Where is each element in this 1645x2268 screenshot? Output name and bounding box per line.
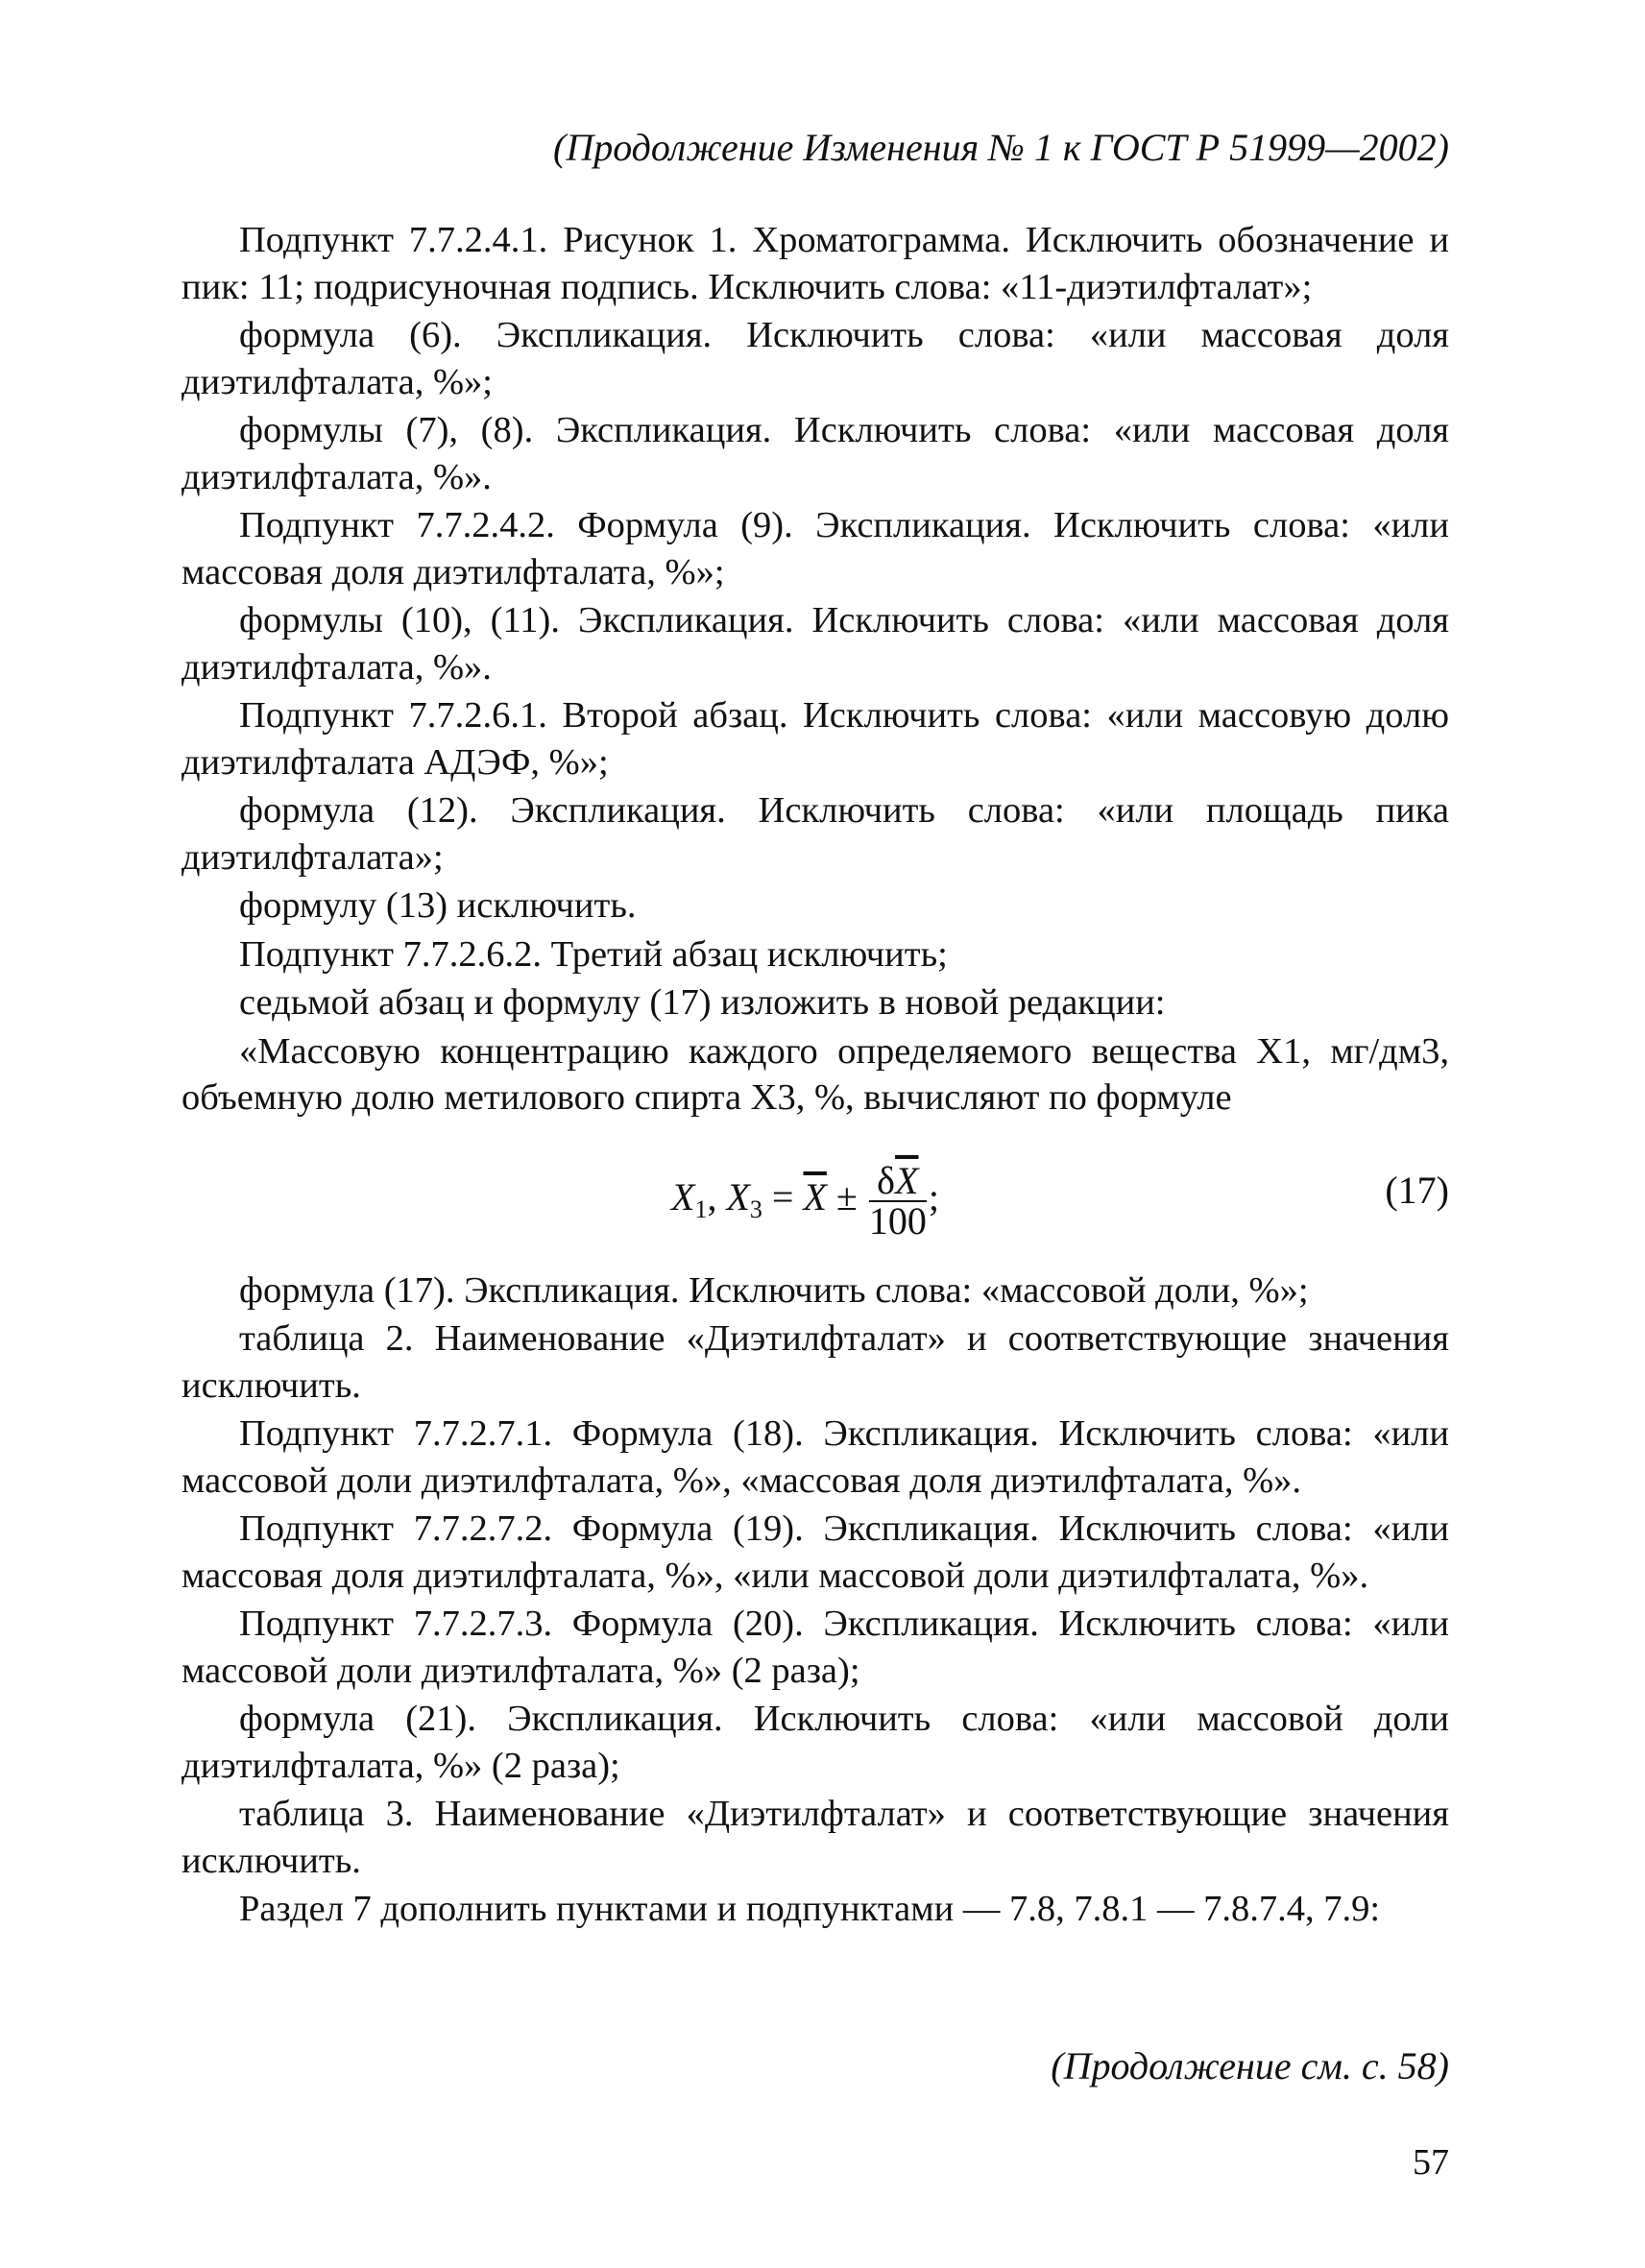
fraction-denominator: 100	[868, 1198, 927, 1243]
numerator-delta: δ	[877, 1158, 896, 1202]
paragraph: седьмой абзац и формулу (17) изложить в новой редакции:	[239, 982, 1166, 1023]
numerator-mean: $\overline{X}$	[895, 1158, 919, 1202]
paragraph: Подпункт 7.7.2.7.3. Формула (20). Экспликация. Исключить слова: «или массовой доли диэтилфталата, %» (2 раза);	[181, 1604, 1449, 1691]
paragraph: формула (12). Экспликация. Исключить слова: «или площадь пика диэтилфталата»;	[181, 790, 1449, 878]
paragraph: таблица 2. Наименование «Диэтилфталат» и соответствующие значения исключить.	[181, 1318, 1449, 1406]
document-page	[181, 0, 1449, 2268]
equation-number: (17)	[1385, 1168, 1449, 1212]
formula-sub-1: 1	[694, 1194, 708, 1223]
continuation-note: (Продолжение см. с. 58)	[1051, 2044, 1449, 2087]
paragraph: Подпункт 7.7.2.6.1. Второй абзац. Исключить слова: «или массовую долю диэтилфталата АДЭФ, %»;	[181, 695, 1449, 783]
paragraph: формула (6). Экспликация. Исключить слова: «или массовая доля диэтилфталата, %»;	[181, 315, 1449, 402]
paragraph: Раздел 7 дополнить пунктами и подпунктами — 7.8, 7.8.1 — 7.8.7.4, 7.9:	[239, 1889, 1381, 1929]
formula-var-x3: X	[726, 1174, 750, 1218]
formula-expression	[671, 1158, 939, 1243]
paragraph: Подпункт 7.7.2.4.1. Рисунок 1. Хроматограмма. Исключить обозначение и пик: 11; подрисуночная подпись. Исключить слова: «11-диэтилфталат»;	[181, 220, 1449, 307]
paragraph: формулы (10), (11). Экспликация. Исключить слова: «или массовая доля диэтилфталата, %».	[181, 600, 1449, 688]
paragraph: формула (17). Экспликация. Исключить слова: «массовой доли, %»;	[239, 1269, 1309, 1311]
formula-plus-minus: ±	[826, 1174, 867, 1218]
formula-var-x1: X	[671, 1174, 695, 1218]
formula-sub-3: 3	[749, 1194, 762, 1223]
formula-mean: $\overline{X}$	[803, 1174, 827, 1218]
formula-fraction	[868, 1158, 927, 1243]
paragraph: Подпункт 7.7.2.7.1. Формула (18). Экспликация. Исключить слова: «или массовой доли диэтилфталата, %», «массовая доля диэтилфталата, %».	[181, 1413, 1449, 1501]
paragraph: формулы (7), (8). Экспликация. Исключить слова: «или массовая доля диэтилфталата, %».	[181, 410, 1449, 497]
page-header: (Продолжение Изменения № 1 к ГОСТ Р 51999—2002)	[553, 126, 1449, 169]
paragraph: Подпункт 7.7.2.4.2. Формула (9). Экспликация. Исключить слова: «или массовая доля диэтилфталата, %»;	[181, 505, 1449, 592]
document-body	[181, 217, 1449, 1935]
paragraph: формулу (13) исключить.	[239, 885, 637, 926]
paragraph: «Массовую концентрацию каждого определяемого вещества X1, мг/дм3, объемную долю метилового спирта X3, %, вычисляют по формуле	[181, 1030, 1449, 1118]
formula-17	[181, 1143, 1449, 1258]
formula-comma: ,	[707, 1174, 727, 1218]
paragraph: Подпункт 7.7.2.7.2. Формула (19). Экспликация. Исключить слова: «или массовая доля диэтилфталата, %», «или массовой доли диэтилфталата, %».	[181, 1508, 1449, 1596]
formula-equals: =	[762, 1174, 804, 1218]
paragraph: таблица 3. Наименование «Диэтилфталат» и соответствующие значения исключить.	[181, 1794, 1449, 1881]
page-number: 57	[1413, 2142, 1449, 2183]
fraction-numerator	[869, 1158, 927, 1202]
paragraph: Подпункт 7.7.2.6.2. Третий абзац исключить;	[239, 933, 948, 975]
paragraph: формула (21). Экспликация. Исключить слова: «или массовой доли диэтилфталата, %» (2 раза);	[181, 1699, 1449, 1786]
formula-end: ;	[928, 1174, 939, 1218]
